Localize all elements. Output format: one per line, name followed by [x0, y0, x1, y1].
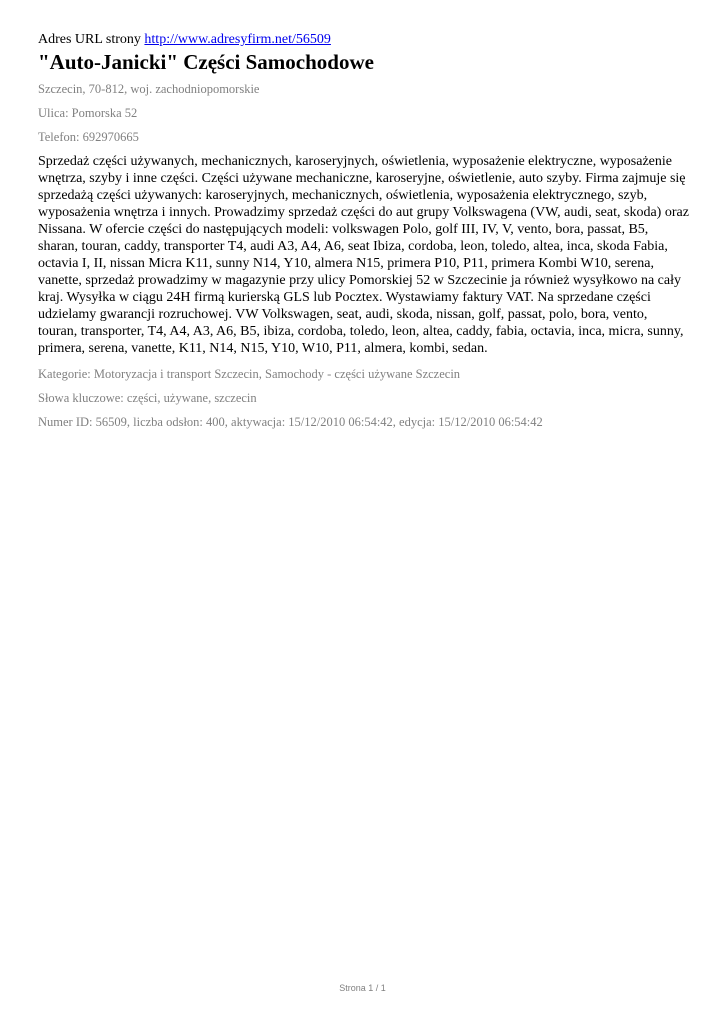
company-description: Sprzedaż części używanych, mechanicznych, karoseryjnych, oświetlenia, wyposażenie elektryczne, wyposażenie wnętrza, szyby i inne części. Części używane mechaniczne, karoseryjne, oświetlenie, auto szyby. Firma zajmuje się sprzedażą części używanych: karoseryjnych, mechanicznych, oświetlenia, wyposażenia elektrycznego, szyb, wyposażenia wnętrza i innych. Prowadzimy sprzedaż części do aut grupy Volkswagena (VW, audi, seat, skoda) oraz Nissana. W ofercie części do następujących modeli: volkswagen Polo, golf III, IV, V, vento, bora, passat, B5, sharan, touran, caddy, transporter T4, audi A3, A4, A6, seat Ibiza, cordoba, leon, toledo, altea, inca, skoda Fabia, octavia I, II, nissan Micra K11, sunny N14, Y10, almera N15, primera P10, P11, primera Kombi W10, serena, vanette, sprzedaż prowadzimy w magazynie przy ulicy Pomorskiej 52 w Szczecinie ja również wysyłkowo na cały kraj. Wysyłka w ciągu 24H firmą kurierską GLS lub Pocztex. Wystawiamy faktury VAT. Na sprzedane części udzielamy gwarancji rozruchowej. VW Volkswagen, seat, audi, skoda, nissan, golf, passat, polo, bora, vento, touran, transporter, T4, A4, A3, A6, B5, ibiza, cordoba, toledo, leon, altea, caddy, fabia, octavia, inca, micra, sunny, primera, serena, vanette, K11, N14, N15, Y10, W10, P11, almera, kombi, sedan.	[38, 154, 689, 356]
company-phone: Telefon: 692970665	[38, 130, 139, 144]
url-line	[38, 31, 690, 49]
company-url-link[interactable]: http://www.adresyfirm.net/56509	[144, 32, 331, 47]
url-label: Adres URL strony	[38, 32, 141, 47]
page-number-footer: Strona 1 / 1	[339, 983, 386, 993]
document-page	[38, 31, 690, 438]
company-title: "Auto-Janicki" Części Samochodowe	[38, 50, 374, 74]
record-info: Numer ID: 56509, liczba odsłon: 400, aktywacja: 15/12/2010 06:54:42, edycja: 15/12/2010 06:54:42	[38, 415, 543, 429]
company-categories: Kategorie: Motoryzacja i transport Szczecin, Samochody - części używane Szczecin	[38, 367, 461, 381]
company-street: Ulica: Pomorska 52	[38, 106, 138, 120]
company-location: Szczecin, 70-812, woj. zachodniopomorskie	[38, 82, 260, 96]
company-keywords: Słowa kluczowe: części, używane, szczecin	[38, 391, 257, 405]
